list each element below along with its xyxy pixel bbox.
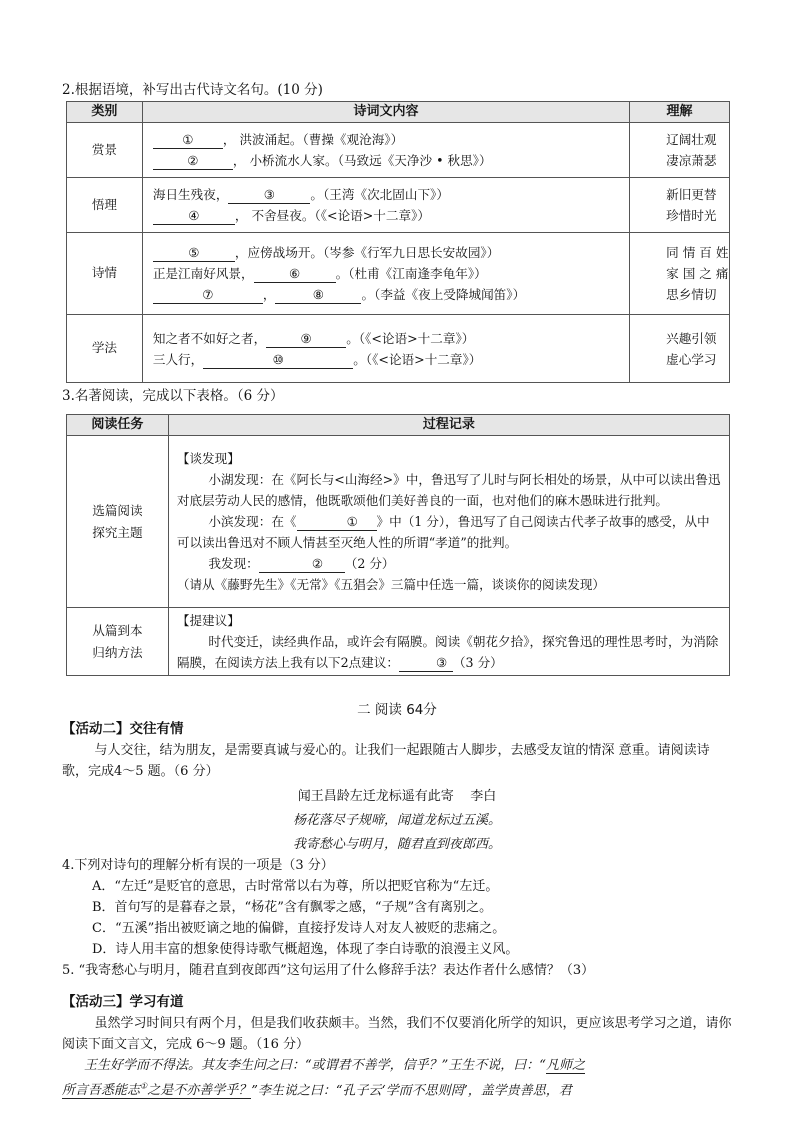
answer-blank[interactable]: ② <box>259 556 345 573</box>
poem-title: 闻王昌龄左迁龙标遥有此寄 <box>297 789 454 804</box>
q2-line <box>153 284 623 305</box>
q2-line <box>153 328 623 349</box>
task-text: 归纳方法 <box>92 644 143 660</box>
answer-blank[interactable]: ⑦ <box>153 287 263 304</box>
q2-content <box>142 178 629 233</box>
q2-line <box>153 129 623 150</box>
task-text: 从篇到本 <box>92 622 143 638</box>
q2-header-category: 类别 <box>67 102 143 123</box>
record-paragraph <box>177 631 721 673</box>
q2-content <box>142 315 629 383</box>
activity2-title: 【活动二】交往有情 <box>62 721 184 737</box>
q4-option-c[interactable]: C．“五溪”指出被贬谪之地的偏僻，直接抒发诗人对友人被贬的悲痛之。 <box>92 921 506 936</box>
understanding-text: 思乡情切 <box>666 287 717 302</box>
answer-blank[interactable]: ⑩ <box>203 352 353 369</box>
answer-blank[interactable]: ⑨ <box>266 331 346 348</box>
q2-line-text: 正是江南好风景， <box>152 266 254 281</box>
task-text: 选篇阅读 <box>92 502 143 518</box>
q2-line-text: ， 不舍昼夜。（《<论语>十二章》） <box>234 208 430 223</box>
q2-table <box>66 101 730 383</box>
q2-title: 2.根据语境，补写出古代诗文名句。(10 分) <box>62 82 323 98</box>
q3-row-discover <box>67 436 730 608</box>
classical-text: 所言吾悉能志 <box>62 1083 141 1099</box>
record-text: （2 分） <box>344 556 395 571</box>
q2-line-text: 。（《<论语>十二章》） <box>346 330 475 346</box>
answer-blank[interactable]: ② <box>153 153 233 170</box>
q4-option-a[interactable]: A．“左迁”是贬官的意思，古时常常以右为尊，所以把贬官称为“左迁。 <box>92 879 499 894</box>
classical-text-line <box>62 1055 734 1076</box>
understanding-text: 新旧更替 <box>666 187 717 202</box>
understanding-text: 珍惜时光 <box>666 208 717 223</box>
q2-content <box>142 123 629 178</box>
record-text: （3 分） <box>452 655 503 670</box>
q2-line-text: 。（《<论语>十二章》） <box>353 351 482 367</box>
q2-line <box>153 263 623 284</box>
q2-line <box>153 205 623 226</box>
q3-table <box>66 414 730 676</box>
understanding-text: 辽阔壮观 <box>666 132 717 147</box>
q2-line <box>153 349 623 370</box>
underlined-sentence: 凡师之 <box>545 1058 585 1073</box>
q2-understanding <box>630 315 730 383</box>
record-text: 我发现： <box>208 556 259 571</box>
q2-understanding <box>630 233 730 315</box>
q2-line-text: ， 洪波涌起。（曹操《观沧海》） <box>222 132 404 147</box>
q3-header-record: 过程记录 <box>168 415 729 436</box>
q2-understanding <box>630 178 730 233</box>
q5-stem: 5. “我寄愁心与明月，随君直到夜郎西”这句运用了什么修辞手法？表达作者什么感情？（3） <box>62 963 595 978</box>
record-paragraph: 小湖发现：在《阿长与<山海经>》中，鲁迅写了儿时与阿长相处的场景，从中可以读出鲁迅对底层劳动人民的感情，他既歌颂他们美好善良的一面，也对他们的麻木愚昧进行批判。 <box>176 472 721 508</box>
record-text: 时代变迁，读经典作品，或许会有隔膜。阅读《朝花夕拾》，探究鲁迅的理性思考时，为消除隔膜，在阅读方法上我有以下2点建议： <box>176 634 719 670</box>
task-text: 探究主题 <box>92 524 143 540</box>
answer-blank[interactable]: ⑧ <box>275 287 361 304</box>
poem-author: 李白 <box>470 789 497 804</box>
q3-task <box>67 608 169 676</box>
poem-line: 我寄愁心与明月，随君直到夜郎西。 <box>292 837 501 852</box>
q2-line <box>153 150 623 171</box>
q2-line <box>153 242 623 263</box>
q2-line-text: ， <box>262 287 276 302</box>
q2-header-understanding: 理解 <box>630 102 730 123</box>
poem-line: 杨花落尽子规啼，闻道龙标过五溪。 <box>292 813 501 828</box>
answer-blank[interactable]: ⑥ <box>254 266 336 283</box>
q3-task <box>67 436 169 608</box>
q2-header-row <box>67 102 730 123</box>
q2-line-text: 。（王湾《次北固山下》） <box>310 187 449 202</box>
q2-category: 诗情 <box>67 233 143 315</box>
classical-text: ”李生说之曰：“孔子云‘学而不思则罔’，盖学贵善思，君 <box>251 1083 572 1099</box>
q3-record <box>168 436 729 608</box>
answer-blank[interactable]: ① <box>153 132 223 149</box>
q2-understanding <box>630 123 730 178</box>
q2-row-learning <box>67 315 730 383</box>
poem-title-line <box>0 785 794 809</box>
answer-blank[interactable]: ④ <box>153 208 235 225</box>
record-paragraph <box>177 553 721 574</box>
q2-line-text: 。（李益《夜上受降城闻笛》） <box>361 287 526 302</box>
q2-line <box>153 184 623 205</box>
q2-row-philosophy <box>67 178 730 233</box>
understanding-text: 虚心学习 <box>666 351 717 367</box>
q2-line-text: 。（杜甫《江南逢李龟年》） <box>335 266 487 281</box>
q2-content <box>142 233 629 315</box>
record-text: 》中（1 分），鲁迅写了自己阅读古代孝子故事的感受，从中可以读出鲁迅对不顾人情甚至灭绝人性的所谓“孝道”的批判。 <box>176 514 710 550</box>
q4-stem: 4.下列对诗句的理解分析有误的一项是（3 分） <box>62 858 334 873</box>
understanding-text: 同 情 百 姓 <box>666 245 729 260</box>
classical-text: 王生好学而不得法。其友李生问之曰：“或谓君不善学，信乎？”王生不说，曰：“ <box>84 1058 546 1073</box>
record-tag: 【谈发现】 <box>176 451 240 466</box>
q3-header-row <box>67 415 730 436</box>
understanding-text: 家 国 之 痛 <box>666 266 729 281</box>
answer-blank[interactable]: ③ <box>399 655 453 672</box>
answer-blank[interactable]: ① <box>297 514 377 531</box>
answer-blank[interactable]: ⑤ <box>153 245 235 262</box>
activity2-intro: 与人交往，结为朋友，是需要真诚与爱心的。让我们一起跟随古人脚步，去感受友谊的情深 意重。请阅读诗歌，完成4～5 题。（6 分） <box>62 743 710 779</box>
q2-line-text: 海日生残夜， <box>152 187 229 202</box>
q3-record <box>168 608 729 676</box>
q2-category: 学法 <box>67 315 143 383</box>
record-text: 小滨发现：在《 <box>208 514 297 529</box>
section-heading: 二 阅读 64分 <box>357 702 437 718</box>
activity3-title: 【活动三】学习有道 <box>62 994 184 1010</box>
q3-title: 3.名著阅读，完成以下表格。（6 分） <box>62 388 284 404</box>
record-tag: 【提建议】 <box>176 613 240 628</box>
activity3-intro: 虽然学习时间只有两个月，但是我们收获颇丰。当然，我们不仅要消化所学的知识，更应该思考学习之道，请你阅读下面文言文，完成 6～9 题。（16 分） <box>62 1016 732 1052</box>
q2-row-scenery <box>67 123 730 178</box>
classical-text-line <box>62 1076 572 1101</box>
q2-category: 赏景 <box>67 123 143 178</box>
footnote-marker: ① <box>140 1082 148 1091</box>
record-paragraph <box>177 511 721 553</box>
q3-row-suggest <box>67 608 730 676</box>
q4-option-b[interactable]: B．首句写的是暮春之景，“杨花”含有飘零之感，“子规”含有离别之。 <box>92 900 493 915</box>
understanding-text: 凄凉萧瑟 <box>666 153 717 168</box>
record-note: （请从《藤野先生》《无常》《五猖会》三篇中任选一篇，谈谈你的阅读发现） <box>176 577 606 592</box>
understanding-text: 兴趣引领 <box>666 330 717 346</box>
q2-header-content: 诗词文内容 <box>142 102 629 123</box>
q2-category: 悟理 <box>67 178 143 233</box>
answer-blank[interactable]: ③ <box>228 187 310 204</box>
classical-text: 之是不亦善学乎？ <box>147 1083 252 1099</box>
q2-row-poetic-feeling <box>67 233 730 315</box>
q2-line-text: ， 小桥流水人家。（马致远《天净沙 • 秋思》） <box>232 153 492 168</box>
q2-line-text: 三人行， <box>152 351 204 367</box>
q2-line-text: ，应傍战场开。（岑参《行军九日思长安故园》） <box>234 245 500 260</box>
q2-line-text: 知之者不如好之者， <box>152 330 267 346</box>
q4-option-d[interactable]: D．诗人用丰富的想象使得诗歌气概超逸，体现了李白诗歌的浪漫主义风。 <box>92 942 519 957</box>
underlined-sentence <box>62 1083 251 1099</box>
q3-header-task: 阅读任务 <box>67 415 169 436</box>
